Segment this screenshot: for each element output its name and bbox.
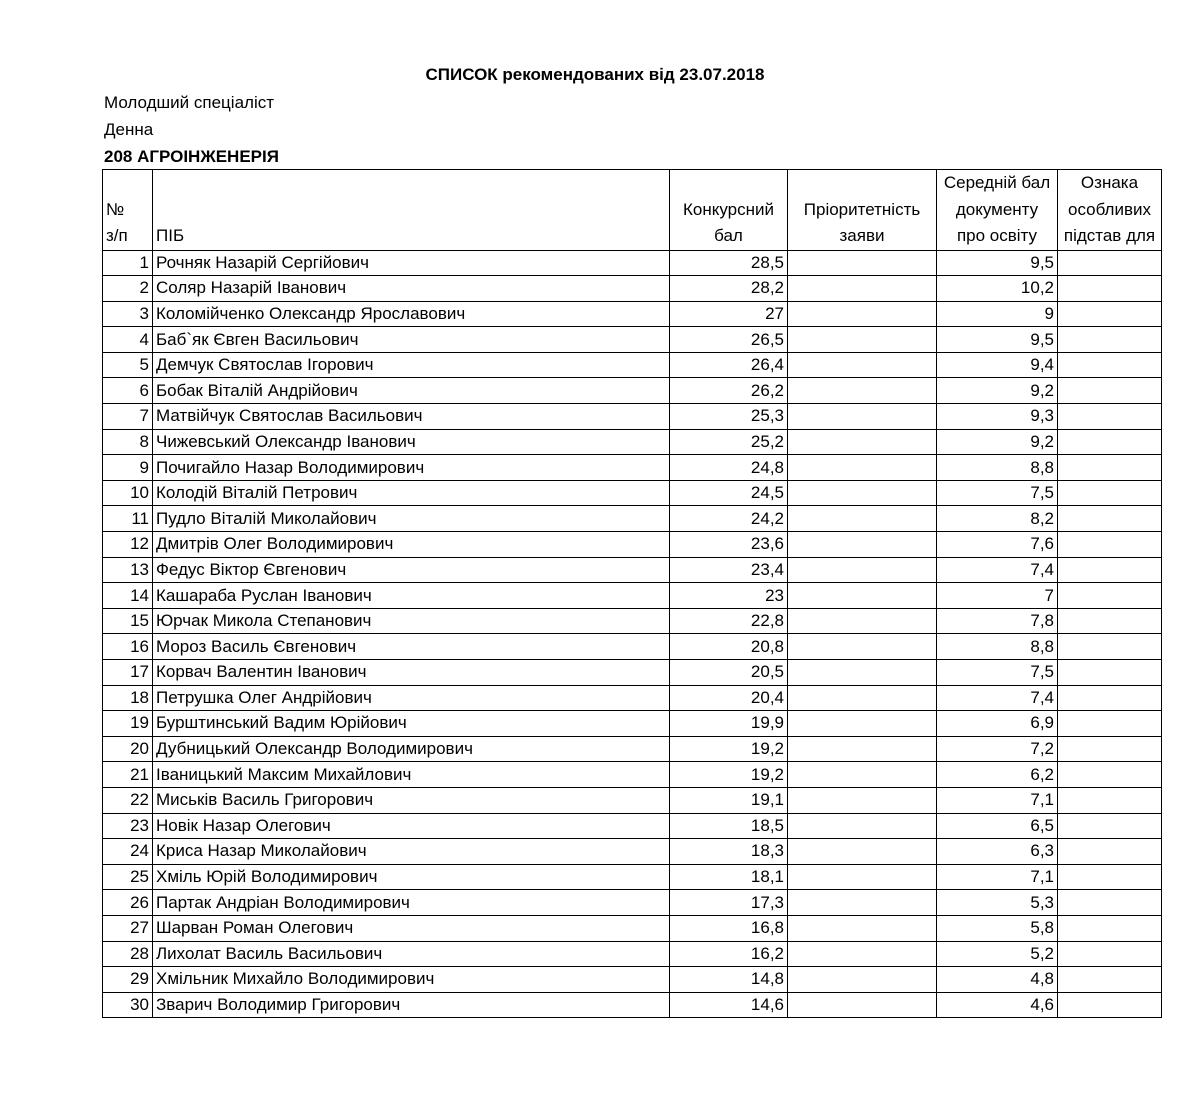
row-special-grounds bbox=[1058, 711, 1162, 737]
row-competitive-score: 18,3 bbox=[670, 839, 788, 865]
row-average-score: 9,5 bbox=[937, 250, 1058, 276]
row-competitive-score: 16,8 bbox=[670, 915, 788, 941]
row-number: 18 bbox=[103, 685, 153, 711]
row-average-score: 7,5 bbox=[937, 660, 1058, 686]
row-number: 20 bbox=[103, 736, 153, 762]
row-priority bbox=[788, 404, 937, 430]
study-form: Денна bbox=[104, 120, 154, 139]
row-average-score: 9 bbox=[937, 301, 1058, 327]
header-average-score: Середній бал документу про освіту bbox=[937, 170, 1058, 251]
row-full-name: Лихолат Василь Васильович bbox=[153, 941, 670, 967]
table-row bbox=[103, 787, 1162, 813]
row-special-grounds bbox=[1058, 634, 1162, 660]
row-competitive-score: 28,5 bbox=[670, 250, 788, 276]
row-average-score: 7,4 bbox=[937, 685, 1058, 711]
row-full-name: Мороз Василь Євгенович bbox=[153, 634, 670, 660]
table-row bbox=[103, 736, 1162, 762]
row-number: 15 bbox=[103, 608, 153, 634]
row-average-score: 9,2 bbox=[937, 429, 1058, 455]
row-priority bbox=[788, 660, 937, 686]
row-average-score: 7 bbox=[937, 583, 1058, 609]
row-competitive-score: 23,6 bbox=[670, 532, 788, 558]
row-average-score: 7,1 bbox=[937, 787, 1058, 813]
row-priority bbox=[788, 276, 937, 302]
row-full-name: Кашараба Руслан Іванович bbox=[153, 583, 670, 609]
row-full-name: Бурштинський Вадим Юрійович bbox=[153, 711, 670, 737]
row-average-score: 9,3 bbox=[937, 404, 1058, 430]
row-special-grounds bbox=[1058, 455, 1162, 481]
table-row bbox=[103, 327, 1162, 353]
row-special-grounds bbox=[1058, 864, 1162, 890]
row-competitive-score: 25,3 bbox=[670, 404, 788, 430]
row-average-score: 8,8 bbox=[937, 455, 1058, 481]
row-full-name: Корвач Валентин Іванович bbox=[153, 660, 670, 686]
row-competitive-score: 23 bbox=[670, 583, 788, 609]
row-full-name: Пудло Віталій Миколайович bbox=[153, 506, 670, 532]
row-special-grounds bbox=[1058, 404, 1162, 430]
row-average-score: 9,5 bbox=[937, 327, 1058, 353]
row-average-score: 6,9 bbox=[937, 711, 1058, 737]
row-full-name: Бобак Віталій Андрійович bbox=[153, 378, 670, 404]
table-row bbox=[103, 404, 1162, 430]
row-special-grounds bbox=[1058, 250, 1162, 276]
row-competitive-score: 19,1 bbox=[670, 787, 788, 813]
row-full-name: Юрчак Микола Степанович bbox=[153, 608, 670, 634]
row-special-grounds bbox=[1058, 583, 1162, 609]
row-competitive-score: 16,2 bbox=[670, 941, 788, 967]
row-average-score: 5,3 bbox=[937, 890, 1058, 916]
row-special-grounds bbox=[1058, 532, 1162, 558]
row-full-name: Федус Віктор Євгенович bbox=[153, 557, 670, 583]
row-special-grounds bbox=[1058, 941, 1162, 967]
row-priority bbox=[788, 864, 937, 890]
row-priority bbox=[788, 839, 937, 865]
row-average-score: 8,2 bbox=[937, 506, 1058, 532]
row-average-score: 5,2 bbox=[937, 941, 1058, 967]
row-number: 21 bbox=[103, 762, 153, 788]
table-row bbox=[103, 660, 1162, 686]
row-number: 5 bbox=[103, 352, 153, 378]
row-priority bbox=[788, 915, 937, 941]
row-average-score: 7,8 bbox=[937, 608, 1058, 634]
table-row bbox=[103, 967, 1162, 993]
education-level: Молодший спеціаліст bbox=[104, 93, 275, 112]
row-number: 10 bbox=[103, 480, 153, 506]
row-special-grounds bbox=[1058, 890, 1162, 916]
row-competitive-score: 18,5 bbox=[670, 813, 788, 839]
row-special-grounds bbox=[1058, 506, 1162, 532]
row-priority bbox=[788, 813, 937, 839]
row-priority bbox=[788, 301, 937, 327]
row-priority bbox=[788, 967, 937, 993]
table-row bbox=[103, 506, 1162, 532]
row-number: 26 bbox=[103, 890, 153, 916]
row-average-score: 7,5 bbox=[937, 480, 1058, 506]
row-average-score: 4,6 bbox=[937, 992, 1058, 1018]
row-special-grounds bbox=[1058, 967, 1162, 993]
row-full-name: Дмитрів Олег Володимирович bbox=[153, 532, 670, 558]
row-number: 19 bbox=[103, 711, 153, 737]
row-competitive-score: 14,8 bbox=[670, 967, 788, 993]
row-full-name: Коломійченко Олександр Ярославович bbox=[153, 301, 670, 327]
row-special-grounds bbox=[1058, 660, 1162, 686]
row-competitive-score: 26,4 bbox=[670, 352, 788, 378]
row-average-score: 6,2 bbox=[937, 762, 1058, 788]
row-priority bbox=[788, 455, 937, 481]
table-row bbox=[103, 992, 1162, 1018]
row-priority bbox=[788, 787, 937, 813]
row-priority bbox=[788, 250, 937, 276]
row-average-score: 5,8 bbox=[937, 915, 1058, 941]
row-competitive-score: 27 bbox=[670, 301, 788, 327]
row-average-score: 7,6 bbox=[937, 532, 1058, 558]
table-row bbox=[103, 250, 1162, 276]
row-full-name: Рочняк Назарій Сергійович bbox=[153, 250, 670, 276]
row-special-grounds bbox=[1058, 276, 1162, 302]
row-number: 3 bbox=[103, 301, 153, 327]
row-number: 13 bbox=[103, 557, 153, 583]
row-special-grounds bbox=[1058, 352, 1162, 378]
row-full-name: Баб`як Євген Васильович bbox=[153, 327, 670, 353]
row-full-name: Шарван Роман Олегович bbox=[153, 915, 670, 941]
row-competitive-score: 20,8 bbox=[670, 634, 788, 660]
row-priority bbox=[788, 685, 937, 711]
table-row bbox=[103, 634, 1162, 660]
header-application-priority: Пріоритетність заяви bbox=[788, 170, 937, 251]
row-number: 7 bbox=[103, 404, 153, 430]
row-priority bbox=[788, 736, 937, 762]
row-priority bbox=[788, 890, 937, 916]
row-priority bbox=[788, 608, 937, 634]
row-special-grounds bbox=[1058, 429, 1162, 455]
row-full-name: Соляр Назарій Іванович bbox=[153, 276, 670, 302]
row-full-name: Хмільник Михайло Володимирович bbox=[153, 967, 670, 993]
row-average-score: 8,8 bbox=[937, 634, 1058, 660]
row-priority bbox=[788, 634, 937, 660]
row-competitive-score: 14,6 bbox=[670, 992, 788, 1018]
table-row bbox=[103, 378, 1162, 404]
row-average-score: 9,4 bbox=[937, 352, 1058, 378]
row-special-grounds bbox=[1058, 685, 1162, 711]
row-number: 14 bbox=[103, 583, 153, 609]
row-full-name: Матвійчук Святослав Васильович bbox=[153, 404, 670, 430]
row-number: 28 bbox=[103, 941, 153, 967]
row-number: 12 bbox=[103, 532, 153, 558]
row-competitive-score: 17,3 bbox=[670, 890, 788, 916]
row-competitive-score: 23,4 bbox=[670, 557, 788, 583]
table-row bbox=[103, 941, 1162, 967]
row-average-score: 6,5 bbox=[937, 813, 1058, 839]
table-row bbox=[103, 532, 1162, 558]
row-number: 24 bbox=[103, 839, 153, 865]
row-average-score: 9,2 bbox=[937, 378, 1058, 404]
row-special-grounds bbox=[1058, 480, 1162, 506]
row-priority bbox=[788, 532, 937, 558]
table-header-row bbox=[103, 170, 1162, 251]
row-average-score: 7,2 bbox=[937, 736, 1058, 762]
row-number: 2 bbox=[103, 276, 153, 302]
row-priority bbox=[788, 941, 937, 967]
table-row bbox=[103, 685, 1162, 711]
row-average-score: 6,3 bbox=[937, 839, 1058, 865]
row-special-grounds bbox=[1058, 813, 1162, 839]
row-number: 17 bbox=[103, 660, 153, 686]
row-priority bbox=[788, 480, 937, 506]
table-row bbox=[103, 455, 1162, 481]
row-full-name: Миськів Василь Григорович bbox=[153, 787, 670, 813]
header-full-name: ПІБ bbox=[153, 170, 670, 251]
row-priority bbox=[788, 711, 937, 737]
table-row bbox=[103, 480, 1162, 506]
row-number: 22 bbox=[103, 787, 153, 813]
table-row bbox=[103, 762, 1162, 788]
row-full-name: Іваницький Максим Михайлович bbox=[153, 762, 670, 788]
row-special-grounds bbox=[1058, 608, 1162, 634]
row-priority bbox=[788, 506, 937, 532]
row-competitive-score: 26,2 bbox=[670, 378, 788, 404]
table-row bbox=[103, 839, 1162, 865]
table-row bbox=[103, 557, 1162, 583]
row-full-name: Петрушка Олег Андрійович bbox=[153, 685, 670, 711]
row-special-grounds bbox=[1058, 762, 1162, 788]
table-row bbox=[103, 583, 1162, 609]
row-priority bbox=[788, 352, 937, 378]
row-full-name: Зварич Володимир Григорович bbox=[153, 992, 670, 1018]
row-special-grounds bbox=[1058, 992, 1162, 1018]
row-competitive-score: 18,1 bbox=[670, 864, 788, 890]
header-special-grounds: Ознака особливих підстав для bbox=[1058, 170, 1162, 251]
row-full-name: Криса Назар Миколайович bbox=[153, 839, 670, 865]
row-competitive-score: 19,2 bbox=[670, 736, 788, 762]
row-competitive-score: 20,5 bbox=[670, 660, 788, 686]
table-row bbox=[103, 711, 1162, 737]
row-number: 29 bbox=[103, 967, 153, 993]
table-row bbox=[103, 301, 1162, 327]
row-number: 25 bbox=[103, 864, 153, 890]
row-competitive-score: 25,2 bbox=[670, 429, 788, 455]
row-competitive-score: 24,5 bbox=[670, 480, 788, 506]
row-priority bbox=[788, 762, 937, 788]
row-full-name: Хміль Юрій Володимирович bbox=[153, 864, 670, 890]
row-number: 27 bbox=[103, 915, 153, 941]
row-special-grounds bbox=[1058, 736, 1162, 762]
specialty-heading: 208 АГРОІНЖЕНЕРІЯ bbox=[104, 147, 279, 166]
row-full-name: Демчук Святослав Ігорович bbox=[153, 352, 670, 378]
row-special-grounds bbox=[1058, 378, 1162, 404]
row-number: 11 bbox=[103, 506, 153, 532]
table-row bbox=[103, 352, 1162, 378]
row-average-score: 10,2 bbox=[937, 276, 1058, 302]
row-average-score: 7,1 bbox=[937, 864, 1058, 890]
row-average-score: 4,8 bbox=[937, 967, 1058, 993]
row-number: 6 bbox=[103, 378, 153, 404]
document-title: СПИСОК рекомендованих від 23.07.2018 bbox=[425, 65, 765, 84]
row-competitive-score: 19,2 bbox=[670, 762, 788, 788]
table-row bbox=[103, 276, 1162, 302]
row-priority bbox=[788, 583, 937, 609]
row-number: 9 bbox=[103, 455, 153, 481]
table-row bbox=[103, 915, 1162, 941]
row-number: 16 bbox=[103, 634, 153, 660]
table-row bbox=[103, 608, 1162, 634]
row-priority bbox=[788, 327, 937, 353]
row-special-grounds bbox=[1058, 839, 1162, 865]
row-competitive-score: 28,2 bbox=[670, 276, 788, 302]
row-full-name: Чижевський Олександр Іванович bbox=[153, 429, 670, 455]
row-priority bbox=[788, 992, 937, 1018]
row-full-name: Почигайло Назар Володимирович bbox=[153, 455, 670, 481]
header-number: № з/п bbox=[103, 170, 153, 251]
row-number: 30 bbox=[103, 992, 153, 1018]
row-special-grounds bbox=[1058, 915, 1162, 941]
recommended-list-table bbox=[102, 169, 1162, 1018]
table-row bbox=[103, 864, 1162, 890]
row-competitive-score: 22,8 bbox=[670, 608, 788, 634]
row-number: 4 bbox=[103, 327, 153, 353]
row-priority bbox=[788, 429, 937, 455]
row-special-grounds bbox=[1058, 787, 1162, 813]
row-full-name: Новік Назар Олегович bbox=[153, 813, 670, 839]
row-special-grounds bbox=[1058, 557, 1162, 583]
row-competitive-score: 26,5 bbox=[670, 327, 788, 353]
row-competitive-score: 19,9 bbox=[670, 711, 788, 737]
row-special-grounds bbox=[1058, 327, 1162, 353]
row-full-name: Колодій Віталій Петрович bbox=[153, 480, 670, 506]
row-number: 1 bbox=[103, 250, 153, 276]
row-competitive-score: 24,2 bbox=[670, 506, 788, 532]
row-priority bbox=[788, 557, 937, 583]
row-number: 8 bbox=[103, 429, 153, 455]
row-average-score: 7,4 bbox=[937, 557, 1058, 583]
table-row bbox=[103, 429, 1162, 455]
table-row bbox=[103, 813, 1162, 839]
row-number: 23 bbox=[103, 813, 153, 839]
row-priority bbox=[788, 378, 937, 404]
row-competitive-score: 24,8 bbox=[670, 455, 788, 481]
row-special-grounds bbox=[1058, 301, 1162, 327]
header-competitive-score: Конкурсний бал bbox=[670, 170, 788, 251]
row-full-name: Дубницький Олександр Володимирович bbox=[153, 736, 670, 762]
row-competitive-score: 20,4 bbox=[670, 685, 788, 711]
table-row bbox=[103, 890, 1162, 916]
row-full-name: Партак Андріан Володимирович bbox=[153, 890, 670, 916]
